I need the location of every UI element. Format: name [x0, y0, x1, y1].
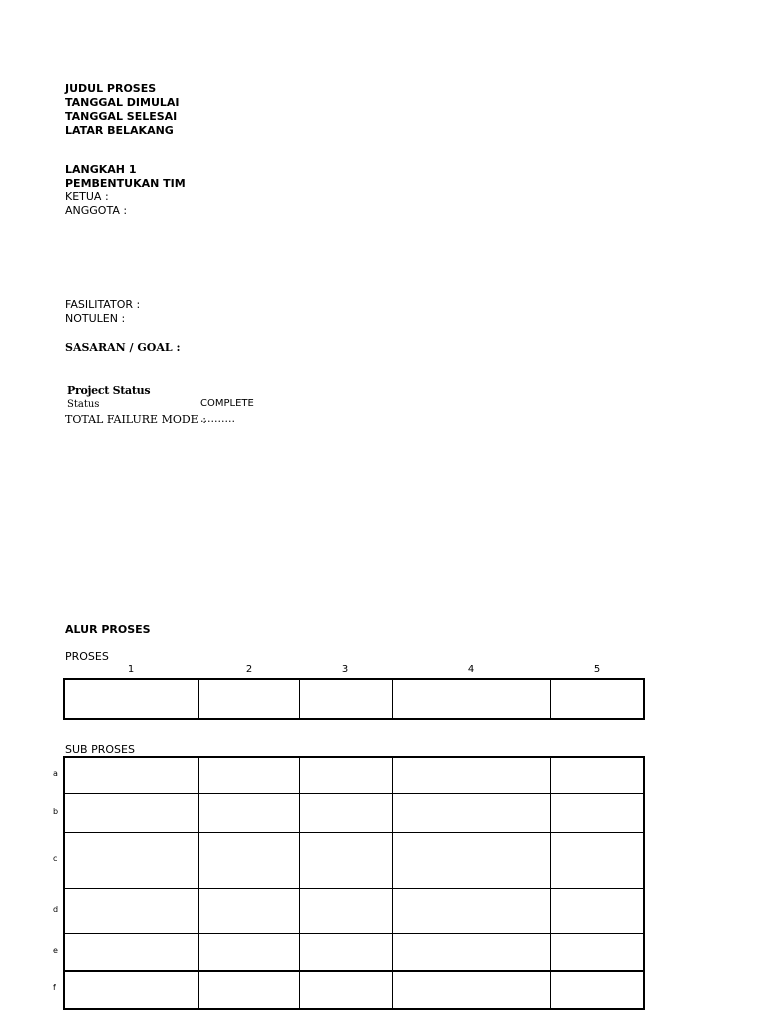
- column-number-5: 5: [593, 664, 601, 675]
- column-number-3: 3: [341, 664, 349, 675]
- status-label: Status: [67, 399, 100, 410]
- proses-label: PROSES: [65, 650, 109, 663]
- project-status-title: Project Status: [67, 384, 151, 397]
- proses-divider: [299, 680, 300, 718]
- sub-proses-row-line: [65, 832, 643, 833]
- row-label-e: e: [53, 946, 58, 955]
- judul-proses-label: JUDUL PROSES: [65, 82, 157, 95]
- langkah1-subtitle: PEMBENTUKAN TIM: [65, 177, 186, 190]
- row-label-d: d: [53, 905, 59, 914]
- sub-proses-table: [63, 756, 645, 1010]
- anggota-label: ANGGOTA :: [65, 204, 128, 217]
- sub-proses-row-line: [65, 793, 643, 794]
- notulen-label: NOTULEN :: [65, 312, 126, 325]
- sub-proses-row-line: [65, 970, 643, 972]
- column-number-2: 2: [245, 664, 253, 675]
- sasaran-goal-label: SASARAN / GOAL :: [65, 341, 181, 354]
- sub-proses-row-line: [65, 888, 643, 889]
- alur-proses-title: ALUR PROSES: [65, 623, 151, 636]
- tanggal-dimulai-label: TANGGAL DIMULAI: [65, 96, 180, 109]
- langkah1-title: LANGKAH 1: [65, 163, 137, 176]
- row-label-a: a: [53, 769, 58, 778]
- proses-divider: [550, 680, 551, 718]
- column-number-4: 4: [467, 664, 475, 675]
- proses-divider: [392, 680, 393, 718]
- total-failure-mode-value: ..........: [200, 412, 235, 425]
- proses-divider: [198, 680, 199, 718]
- proses-table: [63, 678, 645, 720]
- sub-proses-row-line: [65, 933, 643, 934]
- ketua-label: KETUA :: [65, 190, 109, 203]
- row-label-c: c: [53, 854, 58, 863]
- sub-proses-label: SUB PROSES: [65, 743, 135, 756]
- row-label-b: b: [53, 807, 59, 816]
- column-number-1: 1: [127, 664, 135, 675]
- tanggal-selesai-label: TANGGAL SELESAI: [65, 110, 178, 123]
- row-label-f: f: [53, 983, 56, 992]
- status-value: COMPLETE: [200, 398, 254, 409]
- fasilitator-label: FASILITATOR :: [65, 298, 141, 311]
- total-failure-mode-label: TOTAL FAILURE MODE :: [65, 413, 206, 426]
- latar-belakang-label: LATAR BELAKANG: [65, 124, 174, 137]
